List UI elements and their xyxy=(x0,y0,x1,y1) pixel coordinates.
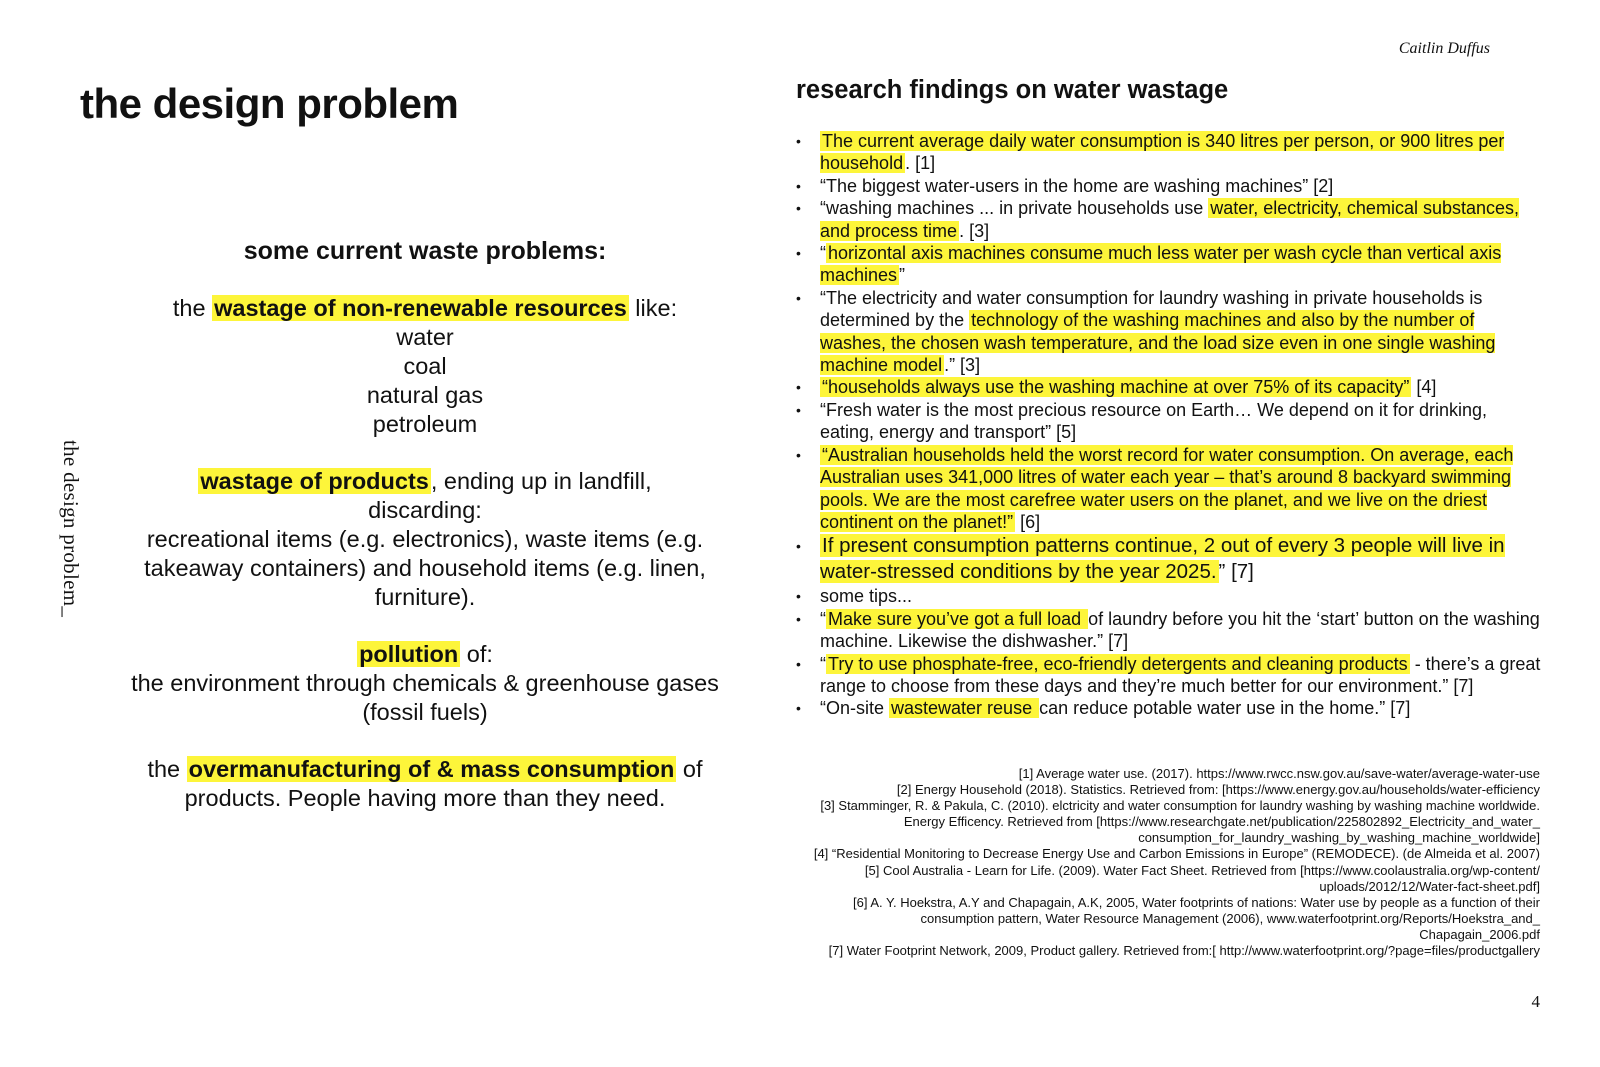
page-title: the design problem xyxy=(80,80,459,127)
highlight-text: If present consumption patterns continue, 2 out of every 3 people will live in water-stressed conditions by the year 2025. xyxy=(820,534,1505,584)
finding-item xyxy=(796,287,1541,377)
finding-text: . [1] xyxy=(905,153,936,174)
research-title: research findings on water wastage xyxy=(796,76,1229,104)
finding-item xyxy=(796,585,1541,607)
reference-item: [2] Energy Household (2018). Statistics. Retrieved from: [https://www.energy.gov.au/households/water-efficiency xyxy=(896,782,1540,798)
highlight-text: technology of the washing machines and also by the number of washes, the chosen wash temperature, and the load size even in one single washing machine model xyxy=(820,310,1496,376)
resource-item: coal xyxy=(403,353,447,379)
highlight-text: “Australian households held the worst record for water consumption. On average, each Australian uses 341,000 litres of water each year – that’s around 8 backyard swimming pools. We are the most carefree water users on the planet, and we live on the driest continent on the planet!” xyxy=(820,444,1514,532)
finding-item xyxy=(796,242,1541,287)
highlight-text: horizontal axis machines consume much less water per wash cycle than vertical axis machines xyxy=(820,243,1502,286)
reference-item: [1] Average water use. (2017). https://www.rwcc.nsw.gov.au/save-water/average-water-use xyxy=(1018,766,1540,781)
findings-list xyxy=(796,130,1541,720)
highlight-text: The current average daily water consumption is 340 litres per person, or 900 litres per household xyxy=(820,131,1505,174)
products-block xyxy=(130,467,720,612)
reference-item: [3] Stamminger, R. & Pakula, C. (2010). elctricity and water consumption for laundry washing by washing machine worldwide. Energy Efficency. Retrieved from [https://www.researchgate.net/publication/225802892_Electricity_and_water_ consumption_for_laundry_washing_by_washing_machine_worldwide] xyxy=(820,798,1540,846)
finding-item xyxy=(796,130,1541,175)
pollution-block xyxy=(130,640,720,727)
section-heading: some current waste problems: xyxy=(243,237,607,265)
highlight-text: wastewater reuse xyxy=(891,698,1038,719)
finding-text: “The biggest water-users in the home are washing machines” [2] xyxy=(820,175,1334,196)
finding-item xyxy=(796,653,1541,698)
highlight-text: Try to use phosphate-free, eco-friendly detergents and cleaning products xyxy=(828,653,1408,674)
pollution-detail: the environment through chemicals & greenhouse gases (fossil fuels) xyxy=(131,670,719,725)
finding-item xyxy=(796,444,1541,534)
highlight-text: wastage of products xyxy=(200,468,429,494)
finding-text: “washing machines ... in private households use xyxy=(820,198,1209,219)
finding-item xyxy=(796,533,1541,585)
highlight-text: “households always use the washing machine at over 75% of its capacity” xyxy=(822,377,1410,398)
overmanufacturing-block: the overmanufacturing of & mass consumption of products. People having more than they need. xyxy=(147,756,703,811)
side-label: the design problem_ xyxy=(59,440,83,618)
finding-text: - there’s a great range to choose from these days and they’re much better for our environment.” [7] xyxy=(820,653,1541,696)
finding-text: “ xyxy=(820,243,826,264)
reference-item: [6] A. Y. Hoekstra, A.Y and Chapagain, A.K, 2005, Water footprints of nations: Water use by people as a function of their consumption pattern, Water Resource Management (2006), www.waterfootprint.org/Reports/Hoekstra_and_ Chapagain_2006.pdf xyxy=(852,894,1540,942)
finding-text: “ xyxy=(820,653,826,674)
finding-item xyxy=(796,608,1541,653)
reference-item: [7] Water Footprint Network, 2009, Product gallery. Retrieved from:[ http://www.waterfootprint.org/?page=files/productgallery xyxy=(828,943,1540,959)
highlight-text: pollution xyxy=(359,641,459,667)
finding-text: “Fresh water is the most precious resource on Earth… We depend on it for drinking, eating, energy and transport” [5] xyxy=(820,399,1487,443)
finding-item xyxy=(796,399,1541,444)
products-intro: wastage of products, ending up in landfill, xyxy=(200,468,652,494)
finding-text: [4] xyxy=(1411,377,1437,398)
finding-text: “ xyxy=(820,608,826,629)
finding-text: . [3] xyxy=(959,220,990,241)
finding-text: of laundry before you hit the ‘start’ button on the washing machine. Likewise the dishwasher.” [7] xyxy=(820,608,1540,652)
finding-text: “On-site xyxy=(820,698,890,719)
products-detail: recreational items (e.g. electronics), waste items (e.g. takeaway containers) and household items (e.g. linen, furniture). xyxy=(144,526,706,610)
finding-text: some tips... xyxy=(820,586,913,607)
resources-block xyxy=(130,294,720,439)
finding-item xyxy=(796,175,1541,197)
highlight-text: Make sure you’ve got a full load xyxy=(828,608,1087,629)
finding-text: ” [7] xyxy=(1218,560,1254,584)
highlight-text: wastage of non-renewable resources xyxy=(214,295,627,321)
reference-item: [4] “Residential Monitoring to Decrease Energy Use and Carbon Emissions in Europe” (REMODECE). (de Almeida et al. 2007) xyxy=(813,846,1540,862)
finding-text: can reduce potable water use in the home.” [7] xyxy=(1039,698,1411,719)
products-line: discarding: xyxy=(368,497,482,523)
waste-problems-section xyxy=(130,236,720,841)
finding-item xyxy=(796,697,1541,719)
author-name: Caitlin Duffus xyxy=(1398,40,1490,57)
references xyxy=(800,766,1540,959)
resource-item: natural gas xyxy=(366,382,484,408)
finding-item xyxy=(796,197,1541,242)
highlight-text: water, electricity, chemical substances, and process time xyxy=(820,198,1520,241)
resources-intro: the wastage of non-renewable resources like: xyxy=(172,295,678,321)
finding-text: ” xyxy=(899,265,906,286)
page-number: 4 xyxy=(1531,992,1540,1011)
resource-item: petroleum xyxy=(372,411,478,437)
resource-item: water xyxy=(396,324,454,350)
finding-text: [6] xyxy=(1015,511,1041,532)
reference-item: [5] Cool Australia - Learn for Life. (2009). Water Fact Sheet. Retrieved from [https://www.coolaustralia.org/wp-content/ uploads/2012/12/Water-fact-sheet.pdf] xyxy=(864,862,1540,894)
finding-text: “The electricity and water consumption for laundry washing in private households is determined by the xyxy=(820,287,1483,331)
highlight-text: overmanufacturing of & mass consumption xyxy=(188,756,675,782)
finding-text: .” [3] xyxy=(944,355,981,376)
finding-item xyxy=(796,376,1541,398)
pollution-intro: pollution of: xyxy=(359,641,493,667)
